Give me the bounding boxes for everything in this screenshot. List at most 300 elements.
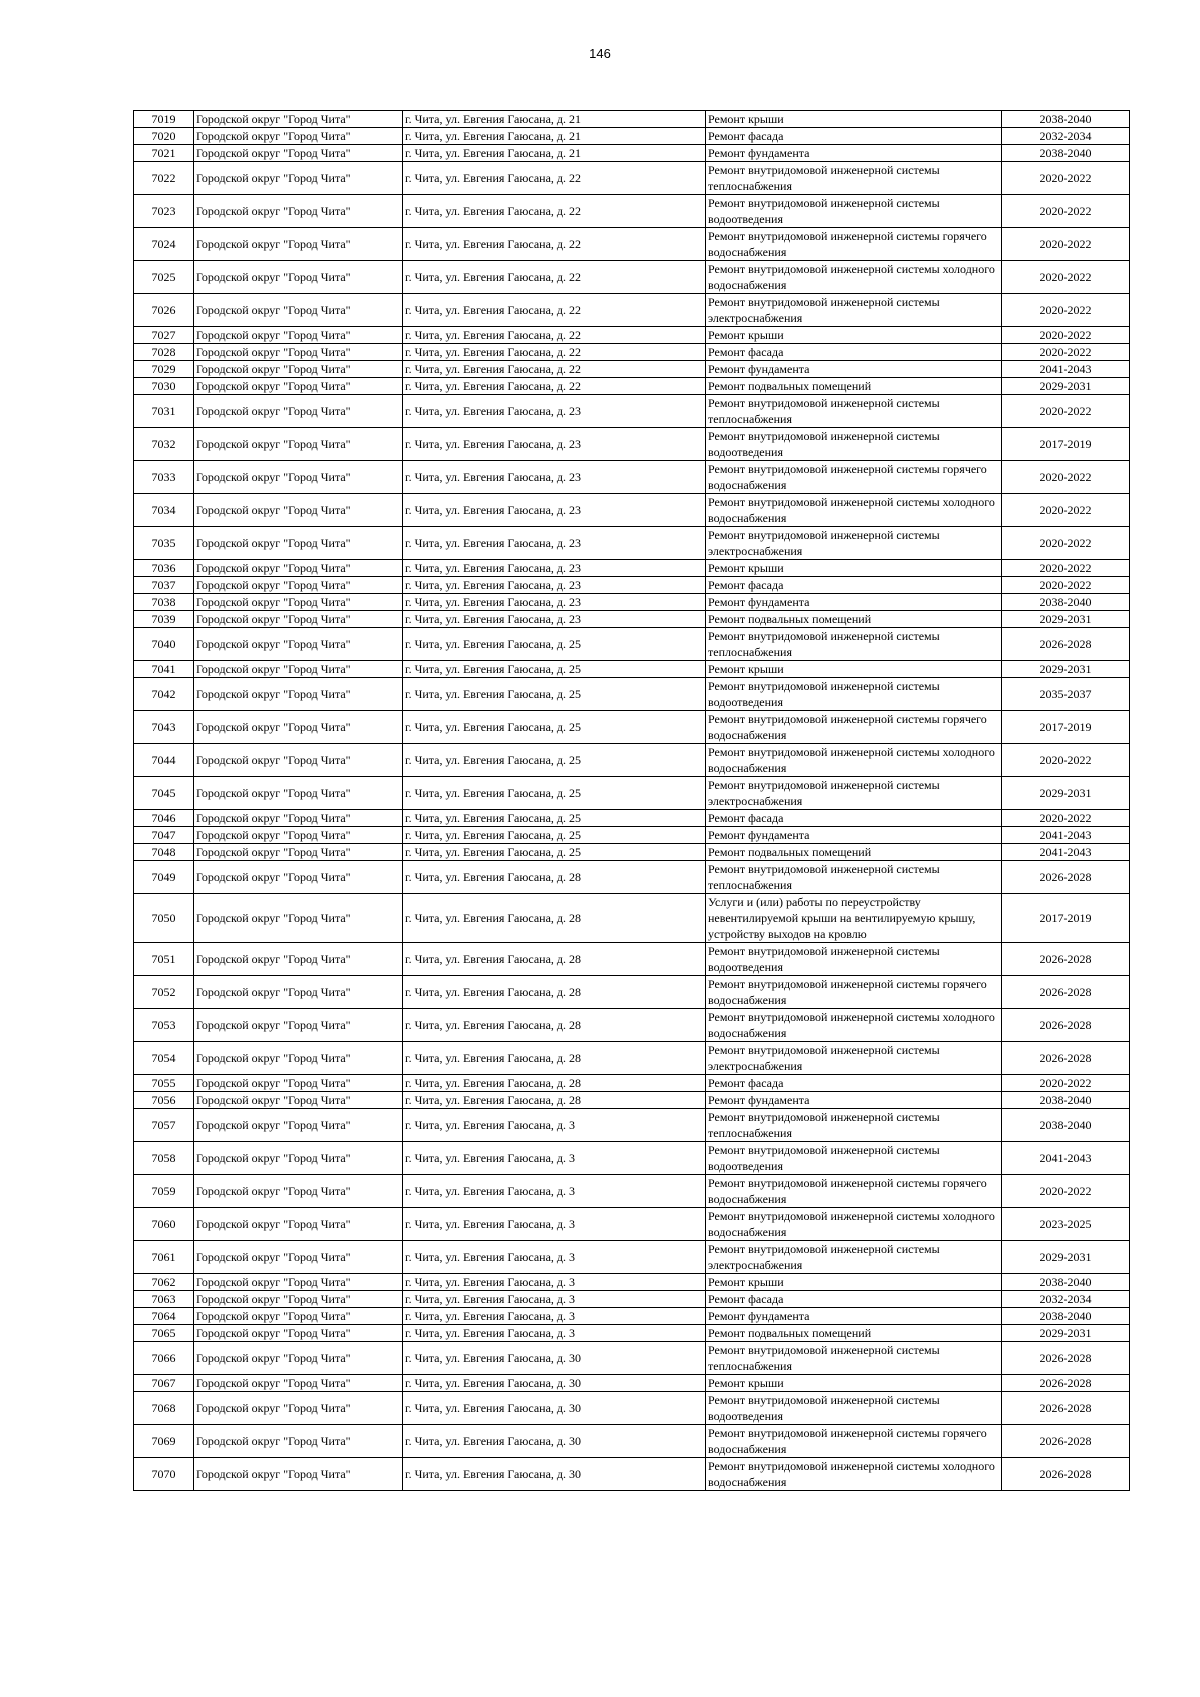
work-type-cell: Ремонт внутридомовой инженерной системы теплоснабжения: [706, 861, 1002, 894]
address-cell: г. Чита, ул. Евгения Гаюсана, д. 3: [403, 1308, 706, 1325]
address-cell: г. Чита, ул. Евгения Гаюсана, д. 22: [403, 378, 706, 395]
row-number-cell: 7036: [134, 560, 194, 577]
municipality-cell: Городской округ "Город Чита": [194, 111, 403, 128]
municipality-cell: Городской округ "Город Чита": [194, 195, 403, 228]
address-cell: г. Чита, ул. Евгения Гаюсана, д. 22: [403, 162, 706, 195]
municipality-cell: Городской округ "Город Чита": [194, 678, 403, 711]
work-type-cell: Ремонт фасада: [706, 1291, 1002, 1308]
table-row: [134, 162, 1130, 195]
table-row: [134, 344, 1130, 361]
period-cell: 2020-2022: [1002, 344, 1130, 361]
work-type-cell: Ремонт внутридомовой инженерной системы водоотведения: [706, 428, 1002, 461]
address-cell: г. Чита, ул. Евгения Гаюсана, д. 21: [403, 145, 706, 162]
address-cell: г. Чита, ул. Евгения Гаюсана, д. 25: [403, 744, 706, 777]
period-cell: 2017-2019: [1002, 711, 1130, 744]
period-cell: 2026-2028: [1002, 1458, 1130, 1491]
municipality-cell: Городской округ "Город Чита": [194, 976, 403, 1009]
municipality-cell: Городской округ "Город Чита": [194, 378, 403, 395]
work-type-cell: Ремонт фасада: [706, 577, 1002, 594]
work-type-cell: Ремонт внутридомовой инженерной системы холодного водоснабжения: [706, 1458, 1002, 1491]
address-cell: г. Чита, ул. Евгения Гаюсана, д. 22: [403, 361, 706, 378]
municipality-cell: Городской округ "Город Чита": [194, 777, 403, 810]
table-row: [134, 744, 1130, 777]
municipality-cell: Городской округ "Город Чита": [194, 428, 403, 461]
address-cell: г. Чита, ул. Евгения Гаюсана, д. 23: [403, 395, 706, 428]
table-row: [134, 327, 1130, 344]
row-number-cell: 7042: [134, 678, 194, 711]
municipality-cell: Городской округ "Город Чита": [194, 1175, 403, 1208]
address-cell: г. Чита, ул. Евгения Гаюсана, д. 22: [403, 327, 706, 344]
period-cell: 2026-2028: [1002, 943, 1130, 976]
municipality-cell: Городской округ "Город Чита": [194, 162, 403, 195]
work-type-cell: Ремонт фундамента: [706, 361, 1002, 378]
table-row: [134, 943, 1130, 976]
address-cell: г. Чита, ул. Евгения Гаюсана, д. 3: [403, 1109, 706, 1142]
address-cell: г. Чита, ул. Евгения Гаюсана, д. 23: [403, 494, 706, 527]
work-type-cell: Ремонт крыши: [706, 661, 1002, 678]
work-type-cell: Ремонт внутридомовой инженерной системы электроснабжения: [706, 1241, 1002, 1274]
municipality-cell: Городской округ "Город Чита": [194, 1208, 403, 1241]
table-row: [134, 711, 1130, 744]
table-row: [134, 810, 1130, 827]
period-cell: 2026-2028: [1002, 1342, 1130, 1375]
period-cell: 2041-2043: [1002, 1142, 1130, 1175]
address-cell: г. Чита, ул. Евгения Гаюсана, д. 22: [403, 195, 706, 228]
address-cell: г. Чита, ул. Евгения Гаюсана, д. 3: [403, 1325, 706, 1342]
row-number-cell: 7025: [134, 261, 194, 294]
table-row: [134, 1342, 1130, 1375]
row-number-cell: 7035: [134, 527, 194, 560]
work-type-cell: Услуги и (или) работы по переустройству невентилируемой крыши на вентилируемую крышу, устройству выходов на кровлю: [706, 894, 1002, 943]
work-type-cell: Ремонт крыши: [706, 560, 1002, 577]
row-number-cell: 7057: [134, 1109, 194, 1142]
period-cell: 2038-2040: [1002, 145, 1130, 162]
page-number: 146: [589, 46, 611, 61]
row-number-cell: 7066: [134, 1342, 194, 1375]
table-row: [134, 1142, 1130, 1175]
row-number-cell: 7064: [134, 1308, 194, 1325]
row-number-cell: 7068: [134, 1392, 194, 1425]
address-cell: г. Чита, ул. Евгения Гаюсана, д. 21: [403, 128, 706, 145]
address-cell: г. Чита, ул. Евгения Гаюсана, д. 28: [403, 1075, 706, 1092]
address-cell: г. Чита, ул. Евгения Гаюсана, д. 22: [403, 228, 706, 261]
period-cell: 2020-2022: [1002, 1075, 1130, 1092]
row-number-cell: 7069: [134, 1425, 194, 1458]
address-cell: г. Чита, ул. Евгения Гаюсана, д. 25: [403, 827, 706, 844]
table-row: [134, 1458, 1130, 1491]
row-number-cell: 7040: [134, 628, 194, 661]
table-row: [134, 1325, 1130, 1342]
municipality-cell: Городской округ "Город Чита": [194, 461, 403, 494]
work-type-cell: Ремонт внутридомовой инженерной системы холодного водоснабжения: [706, 261, 1002, 294]
row-number-cell: 7060: [134, 1208, 194, 1241]
period-cell: 2038-2040: [1002, 111, 1130, 128]
period-cell: 2038-2040: [1002, 1109, 1130, 1142]
period-cell: 2020-2022: [1002, 195, 1130, 228]
work-type-cell: Ремонт внутридомовой инженерной системы теплоснабжения: [706, 1109, 1002, 1142]
period-cell: 2038-2040: [1002, 594, 1130, 611]
work-type-cell: Ремонт внутридомовой инженерной системы теплоснабжения: [706, 162, 1002, 195]
address-cell: г. Чита, ул. Евгения Гаюсана, д. 30: [403, 1425, 706, 1458]
row-number-cell: 7038: [134, 594, 194, 611]
table-row: [134, 1109, 1130, 1142]
municipality-cell: Городской округ "Город Чита": [194, 1075, 403, 1092]
row-number-cell: 7067: [134, 1375, 194, 1392]
municipality-cell: Городской округ "Город Чита": [194, 1142, 403, 1175]
row-number-cell: 7054: [134, 1042, 194, 1075]
table-row: [134, 577, 1130, 594]
table-row: [134, 1175, 1130, 1208]
period-cell: 2029-2031: [1002, 1325, 1130, 1342]
table-row: [134, 976, 1130, 1009]
work-type-cell: Ремонт крыши: [706, 1274, 1002, 1291]
address-cell: г. Чита, ул. Евгения Гаюсана, д. 28: [403, 1042, 706, 1075]
period-cell: 2026-2028: [1002, 628, 1130, 661]
period-cell: 2038-2040: [1002, 1274, 1130, 1291]
municipality-cell: Городской округ "Город Чита": [194, 1241, 403, 1274]
row-number-cell: 7019: [134, 111, 194, 128]
period-cell: 2020-2022: [1002, 577, 1130, 594]
table-row: [134, 395, 1130, 428]
period-cell: 2029-2031: [1002, 611, 1130, 628]
period-cell: 2026-2028: [1002, 1375, 1130, 1392]
address-cell: г. Чита, ул. Евгения Гаюсана, д. 3: [403, 1241, 706, 1274]
table-row: [134, 1075, 1130, 1092]
address-cell: г. Чита, ул. Евгения Гаюсана, д. 23: [403, 428, 706, 461]
period-cell: 2035-2037: [1002, 678, 1130, 711]
work-type-cell: Ремонт внутридомовой инженерной системы горячего водоснабжения: [706, 1175, 1002, 1208]
table-row: [134, 1009, 1130, 1042]
address-cell: г. Чита, ул. Евгения Гаюсана, д. 30: [403, 1458, 706, 1491]
work-type-cell: Ремонт подвальных помещений: [706, 611, 1002, 628]
municipality-cell: Городской округ "Город Чита": [194, 1009, 403, 1042]
work-type-cell: Ремонт крыши: [706, 1375, 1002, 1392]
period-cell: 2020-2022: [1002, 327, 1130, 344]
municipality-cell: Городской округ "Город Чита": [194, 1274, 403, 1291]
address-cell: г. Чита, ул. Евгения Гаюсана, д. 30: [403, 1342, 706, 1375]
municipality-cell: Городской округ "Город Чита": [194, 527, 403, 560]
address-cell: г. Чита, ул. Евгения Гаюсана, д. 30: [403, 1392, 706, 1425]
period-cell: 2038-2040: [1002, 1308, 1130, 1325]
row-number-cell: 7037: [134, 577, 194, 594]
row-number-cell: 7030: [134, 378, 194, 395]
address-cell: г. Чита, ул. Евгения Гаюсана, д. 25: [403, 678, 706, 711]
address-cell: г. Чита, ул. Евгения Гаюсана, д. 28: [403, 1092, 706, 1109]
period-cell: 2029-2031: [1002, 378, 1130, 395]
period-cell: 2029-2031: [1002, 661, 1130, 678]
municipality-cell: Городской округ "Город Чита": [194, 861, 403, 894]
row-number-cell: 7049: [134, 861, 194, 894]
period-cell: 2020-2022: [1002, 494, 1130, 527]
municipality-cell: Городской округ "Город Чита": [194, 1458, 403, 1491]
table-row: [134, 844, 1130, 861]
work-type-cell: Ремонт внутридомовой инженерной системы водоотведения: [706, 1142, 1002, 1175]
row-number-cell: 7023: [134, 195, 194, 228]
address-cell: г. Чита, ул. Евгения Гаюсана, д. 23: [403, 594, 706, 611]
row-number-cell: 7033: [134, 461, 194, 494]
table-row: [134, 261, 1130, 294]
address-cell: г. Чита, ул. Евгения Гаюсана, д. 23: [403, 461, 706, 494]
work-type-cell: Ремонт фундамента: [706, 145, 1002, 162]
work-type-cell: Ремонт внутридомовой инженерной системы электроснабжения: [706, 527, 1002, 560]
municipality-cell: Городской округ "Город Чита": [194, 943, 403, 976]
table-row: [134, 1208, 1130, 1241]
work-type-cell: Ремонт внутридомовой инженерной системы электроснабжения: [706, 1042, 1002, 1075]
row-number-cell: 7063: [134, 1291, 194, 1308]
row-number-cell: 7028: [134, 344, 194, 361]
municipality-cell: Городской округ "Город Чита": [194, 1325, 403, 1342]
row-number-cell: 7020: [134, 128, 194, 145]
municipality-cell: Городской округ "Город Чита": [194, 1291, 403, 1308]
municipality-cell: Городской округ "Город Чита": [194, 128, 403, 145]
address-cell: г. Чита, ул. Евгения Гаюсана, д. 21: [403, 111, 706, 128]
work-type-cell: Ремонт внутридомовой инженерной системы теплоснабжения: [706, 628, 1002, 661]
work-type-cell: Ремонт крыши: [706, 111, 1002, 128]
address-cell: г. Чита, ул. Евгения Гаюсана, д. 22: [403, 261, 706, 294]
period-cell: 2020-2022: [1002, 527, 1130, 560]
row-number-cell: 7070: [134, 1458, 194, 1491]
table-row: [134, 494, 1130, 527]
address-cell: г. Чита, ул. Евгения Гаюсана, д. 23: [403, 577, 706, 594]
period-cell: 2020-2022: [1002, 228, 1130, 261]
period-cell: 2017-2019: [1002, 894, 1130, 943]
address-cell: г. Чита, ул. Евгения Гаюсана, д. 25: [403, 628, 706, 661]
work-type-cell: Ремонт подвальных помещений: [706, 378, 1002, 395]
municipality-cell: Городской округ "Город Чита": [194, 494, 403, 527]
municipality-cell: Городской округ "Город Чита": [194, 577, 403, 594]
table-row: [134, 1241, 1130, 1274]
period-cell: 2041-2043: [1002, 827, 1130, 844]
table-row: [134, 894, 1130, 943]
municipality-cell: Городской округ "Город Чита": [194, 1392, 403, 1425]
work-type-cell: Ремонт внутридомовой инженерной системы холодного водоснабжения: [706, 744, 1002, 777]
municipality-cell: Городской округ "Город Чита": [194, 228, 403, 261]
row-number-cell: 7055: [134, 1075, 194, 1092]
row-number-cell: 7021: [134, 145, 194, 162]
row-number-cell: 7053: [134, 1009, 194, 1042]
address-cell: г. Чита, ул. Евгения Гаюсана, д. 28: [403, 861, 706, 894]
period-cell: 2026-2028: [1002, 1042, 1130, 1075]
work-type-cell: Ремонт внутридомовой инженерной системы электроснабжения: [706, 294, 1002, 327]
table-row: [134, 628, 1130, 661]
table-row: [134, 1042, 1130, 1075]
address-cell: г. Чита, ул. Евгения Гаюсана, д. 28: [403, 1009, 706, 1042]
work-type-cell: Ремонт фундамента: [706, 594, 1002, 611]
address-cell: г. Чита, ул. Евгения Гаюсана, д. 22: [403, 344, 706, 361]
period-cell: 2038-2040: [1002, 1092, 1130, 1109]
row-number-cell: 7022: [134, 162, 194, 195]
municipality-cell: Городской округ "Город Чита": [194, 594, 403, 611]
repair-schedule-table: [133, 110, 1130, 1491]
municipality-cell: Городской округ "Город Чита": [194, 1342, 403, 1375]
address-cell: г. Чита, ул. Евгения Гаюсана, д. 3: [403, 1274, 706, 1291]
municipality-cell: Городской округ "Город Чита": [194, 711, 403, 744]
row-number-cell: 7058: [134, 1142, 194, 1175]
row-number-cell: 7043: [134, 711, 194, 744]
address-cell: г. Чита, ул. Евгения Гаюсана, д. 25: [403, 661, 706, 678]
period-cell: 2026-2028: [1002, 861, 1130, 894]
municipality-cell: Городской округ "Город Чита": [194, 744, 403, 777]
municipality-cell: Городской округ "Город Чита": [194, 344, 403, 361]
work-type-cell: Ремонт внутридомовой инженерной системы водоотведения: [706, 1392, 1002, 1425]
municipality-cell: Городской округ "Город Чита": [194, 361, 403, 378]
address-cell: г. Чита, ул. Евгения Гаюсана, д. 28: [403, 894, 706, 943]
row-number-cell: 7052: [134, 976, 194, 1009]
work-type-cell: Ремонт внутридомовой инженерной системы водоотведения: [706, 943, 1002, 976]
table-row: [134, 1291, 1130, 1308]
period-cell: 2020-2022: [1002, 1175, 1130, 1208]
table-row: [134, 527, 1130, 560]
period-cell: 2020-2022: [1002, 162, 1130, 195]
row-number-cell: 7061: [134, 1241, 194, 1274]
table-row: [134, 861, 1130, 894]
work-type-cell: Ремонт фундамента: [706, 1092, 1002, 1109]
table-row: [134, 560, 1130, 577]
table-row: [134, 1375, 1130, 1392]
period-cell: 2020-2022: [1002, 744, 1130, 777]
address-cell: г. Чита, ул. Евгения Гаюсана, д. 3: [403, 1291, 706, 1308]
work-type-cell: Ремонт внутридомовой инженерной системы горячего водоснабжения: [706, 976, 1002, 1009]
work-type-cell: Ремонт внутридомовой инженерной системы водоотведения: [706, 678, 1002, 711]
period-cell: 2032-2034: [1002, 128, 1130, 145]
table-row: [134, 195, 1130, 228]
address-cell: г. Чита, ул. Евгения Гаюсана, д. 30: [403, 1375, 706, 1392]
row-number-cell: 7046: [134, 810, 194, 827]
table-row: [134, 661, 1130, 678]
row-number-cell: 7051: [134, 943, 194, 976]
address-cell: г. Чита, ул. Евгения Гаюсана, д. 3: [403, 1142, 706, 1175]
address-cell: г. Чита, ул. Евгения Гаюсана, д. 3: [403, 1175, 706, 1208]
period-cell: 2026-2028: [1002, 1392, 1130, 1425]
period-cell: 2023-2025: [1002, 1208, 1130, 1241]
period-cell: 2029-2031: [1002, 1241, 1130, 1274]
address-cell: г. Чита, ул. Евгения Гаюсана, д. 28: [403, 976, 706, 1009]
row-number-cell: 7044: [134, 744, 194, 777]
table-row: [134, 228, 1130, 261]
table-row: [134, 678, 1130, 711]
address-cell: г. Чита, ул. Евгения Гаюсана, д. 25: [403, 711, 706, 744]
period-cell: 2020-2022: [1002, 560, 1130, 577]
municipality-cell: Городской округ "Город Чита": [194, 1425, 403, 1458]
municipality-cell: Городской округ "Город Чита": [194, 810, 403, 827]
address-cell: г. Чита, ул. Евгения Гаюсана, д. 25: [403, 777, 706, 810]
table-row: [134, 361, 1130, 378]
municipality-cell: Городской округ "Город Чита": [194, 628, 403, 661]
municipality-cell: Городской округ "Город Чита": [194, 1109, 403, 1142]
municipality-cell: Городской округ "Город Чита": [194, 395, 403, 428]
work-type-cell: Ремонт внутридомовой инженерной системы горячего водоснабжения: [706, 1425, 1002, 1458]
period-cell: 2020-2022: [1002, 461, 1130, 494]
work-type-cell: Ремонт внутридомовой инженерной системы теплоснабжения: [706, 1342, 1002, 1375]
municipality-cell: Городской округ "Город Чита": [194, 294, 403, 327]
row-number-cell: 7039: [134, 611, 194, 628]
work-type-cell: Ремонт внутридомовой инженерной системы водоотведения: [706, 195, 1002, 228]
municipality-cell: Городской округ "Город Чита": [194, 327, 403, 344]
work-type-cell: Ремонт фасада: [706, 1075, 1002, 1092]
row-number-cell: 7027: [134, 327, 194, 344]
address-cell: г. Чита, ул. Евгения Гаюсана, д. 3: [403, 1208, 706, 1241]
row-number-cell: 7065: [134, 1325, 194, 1342]
address-cell: г. Чита, ул. Евгения Гаюсана, д. 22: [403, 294, 706, 327]
period-cell: 2041-2043: [1002, 361, 1130, 378]
row-number-cell: 7029: [134, 361, 194, 378]
work-type-cell: Ремонт фасада: [706, 128, 1002, 145]
work-type-cell: Ремонт внутридомовой инженерной системы холодного водоснабжения: [706, 494, 1002, 527]
period-cell: 2041-2043: [1002, 844, 1130, 861]
table-row: [134, 128, 1130, 145]
table-row: [134, 294, 1130, 327]
municipality-cell: Городской округ "Город Чита": [194, 145, 403, 162]
work-type-cell: Ремонт фундамента: [706, 827, 1002, 844]
period-cell: 2020-2022: [1002, 395, 1130, 428]
municipality-cell: Городской округ "Город Чита": [194, 844, 403, 861]
table-row: [134, 378, 1130, 395]
row-number-cell: 7024: [134, 228, 194, 261]
period-cell: 2020-2022: [1002, 294, 1130, 327]
work-type-cell: Ремонт фасада: [706, 810, 1002, 827]
row-number-cell: 7031: [134, 395, 194, 428]
work-type-cell: Ремонт внутридомовой инженерной системы холодного водоснабжения: [706, 1208, 1002, 1241]
address-cell: г. Чита, ул. Евгения Гаюсана, д. 25: [403, 810, 706, 827]
municipality-cell: Городской округ "Город Чита": [194, 1042, 403, 1075]
municipality-cell: Городской округ "Город Чита": [194, 611, 403, 628]
work-type-cell: Ремонт крыши: [706, 327, 1002, 344]
address-cell: г. Чита, ул. Евгения Гаюсана, д. 23: [403, 560, 706, 577]
work-type-cell: Ремонт внутридомовой инженерной системы теплоснабжения: [706, 395, 1002, 428]
period-cell: 2020-2022: [1002, 261, 1130, 294]
municipality-cell: Городской округ "Город Чита": [194, 1308, 403, 1325]
row-number-cell: 7034: [134, 494, 194, 527]
row-number-cell: 7041: [134, 661, 194, 678]
table-row: [134, 1274, 1130, 1291]
period-cell: 2020-2022: [1002, 810, 1130, 827]
period-cell: 2026-2028: [1002, 1009, 1130, 1042]
work-type-cell: Ремонт внутридомовой инженерной системы холодного водоснабжения: [706, 1009, 1002, 1042]
municipality-cell: Городской округ "Город Чита": [194, 560, 403, 577]
work-type-cell: Ремонт внутридомовой инженерной системы горячего водоснабжения: [706, 228, 1002, 261]
row-number-cell: 7048: [134, 844, 194, 861]
period-cell: 2026-2028: [1002, 976, 1130, 1009]
row-number-cell: 7062: [134, 1274, 194, 1291]
address-cell: г. Чита, ул. Евгения Гаюсана, д. 28: [403, 943, 706, 976]
work-type-cell: Ремонт подвальных помещений: [706, 1325, 1002, 1342]
table-row: [134, 461, 1130, 494]
table-row: [134, 145, 1130, 162]
row-number-cell: 7056: [134, 1092, 194, 1109]
municipality-cell: Городской округ "Город Чита": [194, 827, 403, 844]
period-cell: 2032-2034: [1002, 1291, 1130, 1308]
period-cell: 2029-2031: [1002, 777, 1130, 810]
row-number-cell: 7045: [134, 777, 194, 810]
municipality-cell: Городской округ "Город Чита": [194, 1092, 403, 1109]
period-cell: 2026-2028: [1002, 1425, 1130, 1458]
table-row: [134, 777, 1130, 810]
table-body: [134, 111, 1130, 1491]
row-number-cell: 7050: [134, 894, 194, 943]
row-number-cell: 7059: [134, 1175, 194, 1208]
row-number-cell: 7026: [134, 294, 194, 327]
work-type-cell: Ремонт фасада: [706, 344, 1002, 361]
municipality-cell: Городской округ "Город Чита": [194, 661, 403, 678]
work-type-cell: Ремонт подвальных помещений: [706, 844, 1002, 861]
table-row: [134, 611, 1130, 628]
row-number-cell: 7047: [134, 827, 194, 844]
work-type-cell: Ремонт фундамента: [706, 1308, 1002, 1325]
table-row: [134, 1308, 1130, 1325]
period-cell: 2017-2019: [1002, 428, 1130, 461]
table-row: [134, 1392, 1130, 1425]
address-cell: г. Чита, ул. Евгения Гаюсана, д. 23: [403, 527, 706, 560]
